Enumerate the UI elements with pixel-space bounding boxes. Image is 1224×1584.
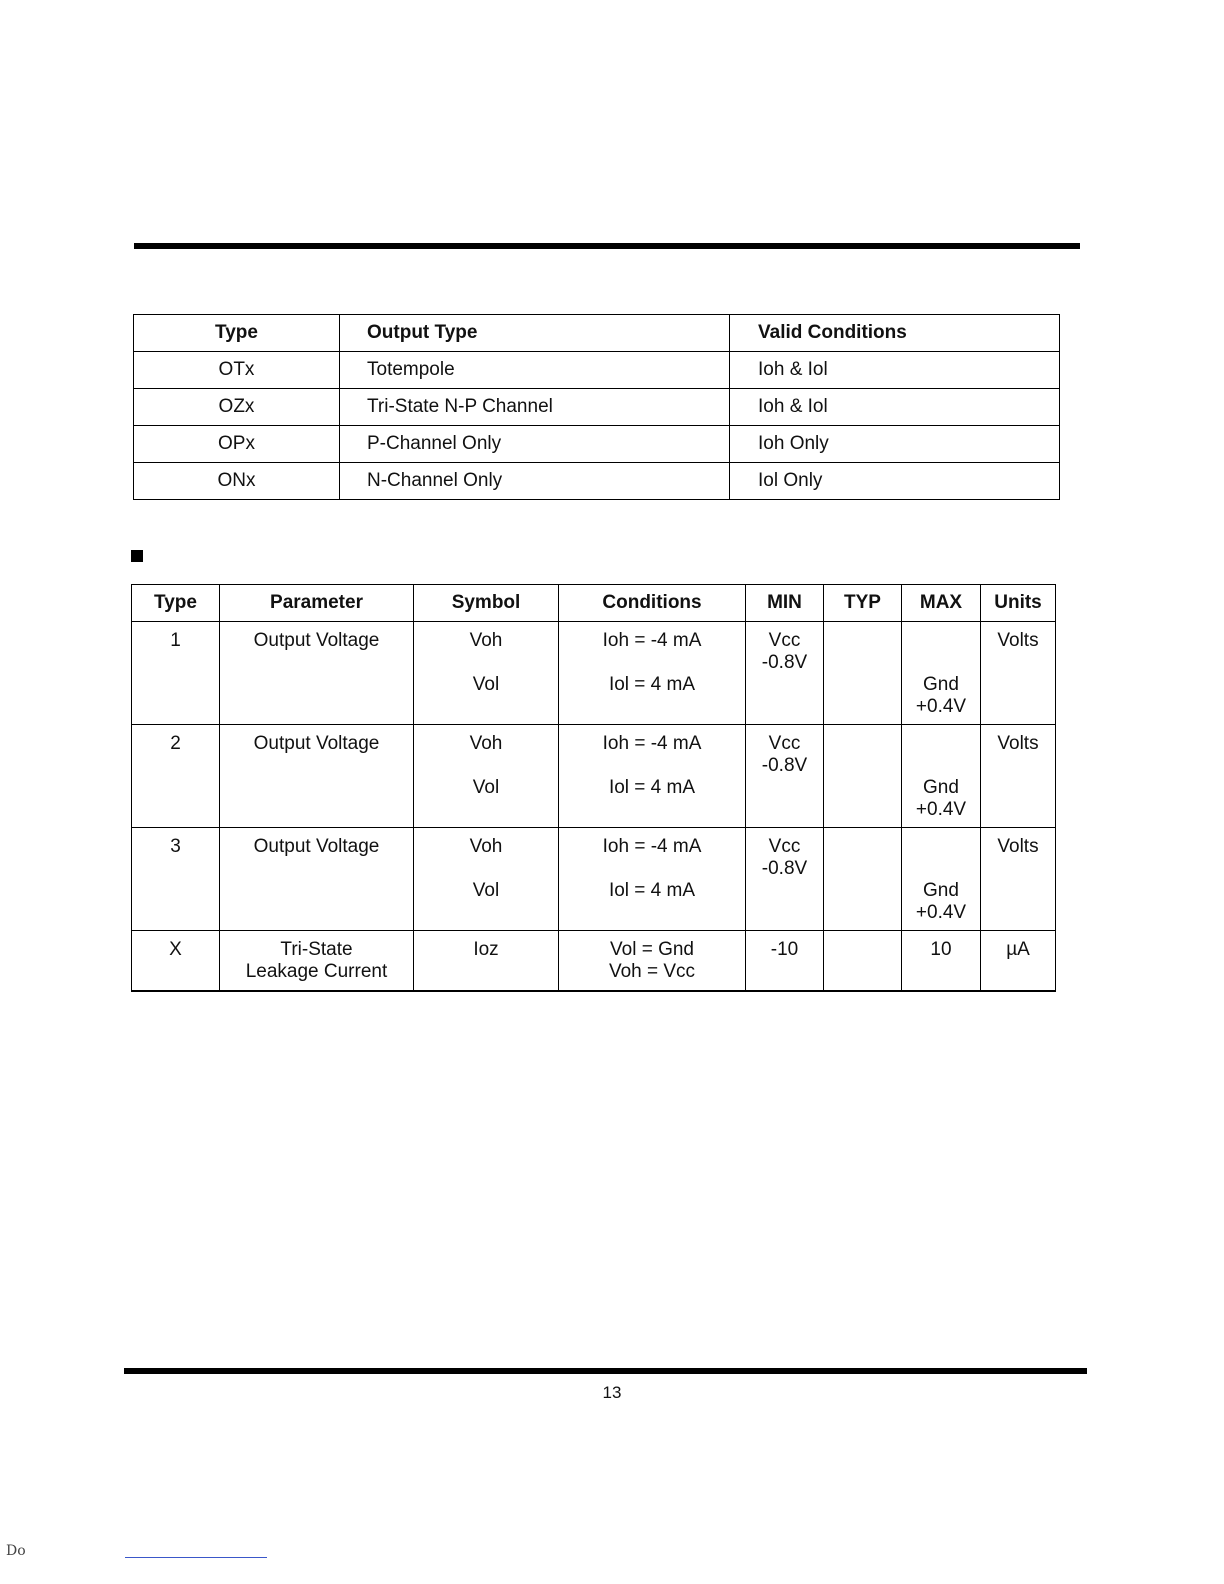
min-value: -0.8V [761,755,808,776]
units-cell: Volts [981,622,1056,725]
type-cell: X [132,931,220,991]
parameter-line: Leakage Current [245,961,388,982]
table-row [132,725,1056,828]
table-cell: OPx [134,426,340,463]
max-value: Gnd [923,777,959,798]
condition-line: Voh = Vcc [608,961,696,982]
units-cell: Volts [981,828,1056,931]
table-row [134,352,1060,389]
table-cell: P-Channel Only [340,426,730,463]
header-cell: Conditions [559,585,746,622]
typ-cell [824,931,902,991]
min-cell [746,828,824,931]
min-cell [746,622,824,725]
symbol-voh: Voh [469,836,503,857]
header-cell: Type [132,585,220,622]
type-cell: 2 [132,725,220,828]
footer-link-underline[interactable] [125,1557,267,1558]
bottom-rule [124,1368,1087,1374]
max-cell [902,828,981,931]
header-cell: Valid Conditions [730,315,1060,352]
corner-text: Do [6,1543,26,1559]
max-cell [902,622,981,725]
header-cell: TYP [824,585,902,622]
page-number: 13 [602,1383,622,1402]
condition-iol: Iol = 4 mA [608,674,696,695]
table-row [132,931,1056,991]
max-cell [902,725,981,828]
header-cell: Type [134,315,340,352]
min-value: -0.8V [761,858,808,879]
parameter-line: Tri-State [280,939,353,960]
max-value: +0.4V [915,696,967,717]
header-cell: MIN [746,585,824,622]
table-cell: Ioh & Iol [730,389,1060,426]
min-value: -0.8V [761,652,808,673]
condition-iol: Iol = 4 mA [608,777,696,798]
table-row [132,828,1056,931]
parameter-cell: Output Voltage [220,725,414,828]
table-row [132,622,1056,725]
table-cell: Tri-State N-P Channel [340,389,730,426]
symbol-voh: Voh [469,733,503,754]
table-header-row [132,585,1056,622]
symbol-vol: Vol [472,674,500,695]
max-value: +0.4V [915,799,967,820]
typ-cell [824,622,902,725]
header-cell: Parameter [220,585,414,622]
table-cell: Totempole [340,352,730,389]
table-cell: OZx [134,389,340,426]
table-row [134,426,1060,463]
electrical-characteristics-table [131,584,1056,992]
type-cell: 1 [132,622,220,725]
header-cell: Symbol [414,585,559,622]
min-cell: -10 [746,931,824,991]
table-cell: OTx [134,352,340,389]
table-cell: Iol Only [730,463,1060,500]
min-cell [746,725,824,828]
header-cell: MAX [902,585,981,622]
symbol-cell [414,828,559,931]
output-types-table [133,314,1060,500]
max-value: Gnd [923,674,959,695]
min-value: Vcc [768,836,801,857]
header-cell: Output Type [340,315,730,352]
max-value: Gnd [923,880,959,901]
conditions-cell [559,622,746,725]
parameter-cell: Output Voltage [220,828,414,931]
header-cell: Units [981,585,1056,622]
symbol-cell: Ioz [414,931,559,991]
top-rule [134,243,1080,249]
condition-iol: Iol = 4 mA [608,880,696,901]
typ-cell [824,828,902,931]
table-cell: N-Channel Only [340,463,730,500]
parameter-cell [220,931,414,991]
symbol-vol: Vol [472,777,500,798]
symbol-cell [414,622,559,725]
conditions-cell [559,725,746,828]
min-value: Vcc [768,733,801,754]
condition-ioh: Ioh = -4 mA [602,836,702,857]
conditions-cell [559,931,746,991]
units-cell: µA [981,931,1056,991]
table-row [134,389,1060,426]
min-value: Vcc [768,630,801,651]
table-row [134,463,1060,500]
type-cell: 3 [132,828,220,931]
table-cell: Ioh & Iol [730,352,1060,389]
max-cell: 10 [902,931,981,991]
table-cell: Ioh Only [730,426,1060,463]
symbol-voh: Voh [469,630,503,651]
max-value: +0.4V [915,902,967,923]
table-cell: ONx [134,463,340,500]
condition-line: Vol = Gnd [610,939,694,960]
section-bullet-icon [131,550,143,562]
parameter-cell: Output Voltage [220,622,414,725]
condition-ioh: Ioh = -4 mA [602,630,702,651]
table-header-row [134,315,1060,352]
symbol-vol: Vol [472,880,500,901]
typ-cell [824,725,902,828]
condition-ioh: Ioh = -4 mA [602,733,702,754]
conditions-cell [559,828,746,931]
units-cell: Volts [981,725,1056,828]
symbol-cell [414,725,559,828]
